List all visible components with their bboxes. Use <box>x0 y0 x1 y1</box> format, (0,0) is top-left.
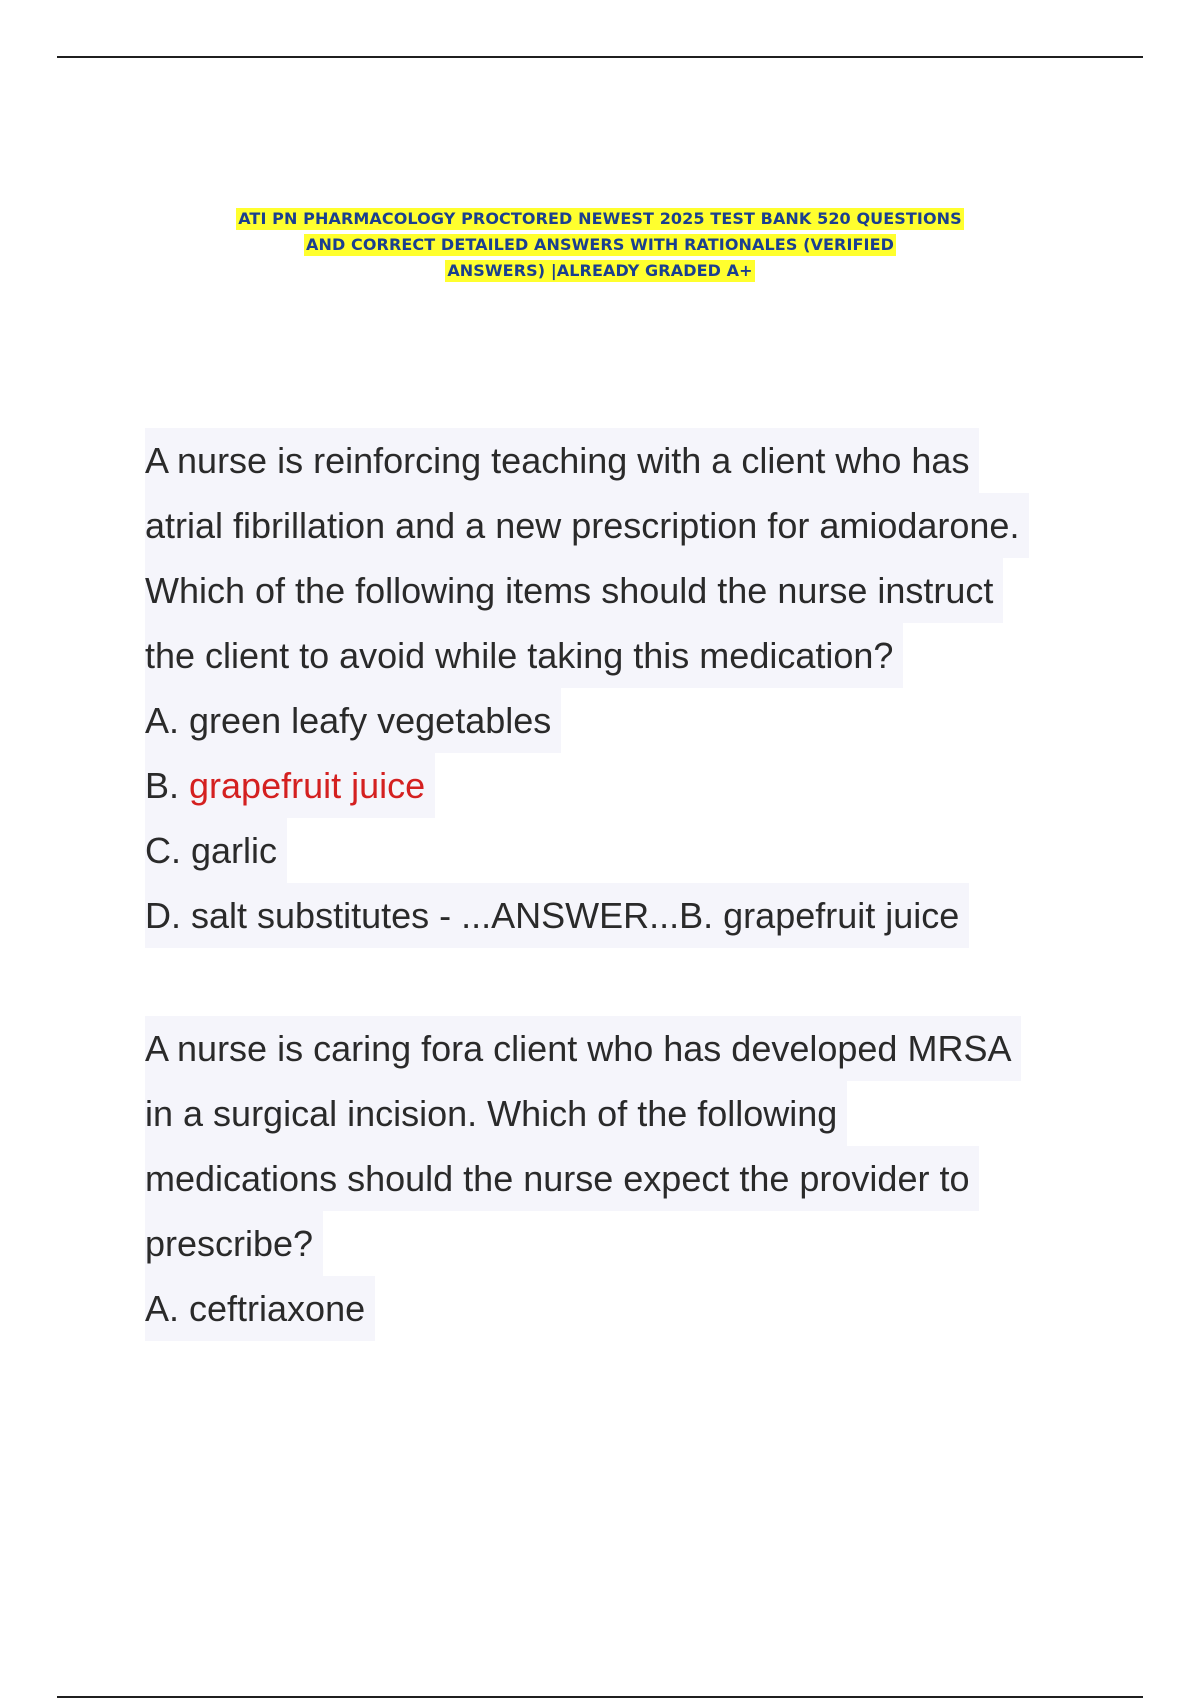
answer-option-b <box>145 753 435 818</box>
question-1 <box>145 428 1075 948</box>
option-prefix: A. <box>145 1288 190 1329</box>
title-line: AND CORRECT DETAILED ANSWERS WITH RATIONALES (VERIFIED <box>305 235 895 254</box>
question-2 <box>145 1016 1075 1341</box>
option-prefix: D. <box>145 895 192 936</box>
answer-option-a <box>145 1276 375 1341</box>
document-title <box>160 206 1040 284</box>
title-line: ANSWERS) |ALREADY GRADED A+ <box>447 261 753 280</box>
answer-option-a <box>145 688 561 753</box>
question-stem-line: atrial fibrillation and a new prescription for amiodarone. <box>145 493 1029 558</box>
top-rule <box>57 56 1143 58</box>
option-prefix: A. <box>145 700 190 741</box>
option-prefix: C. <box>145 830 192 871</box>
correct-option-text: grapefruit juice <box>189 765 426 806</box>
question-stem-line: A nurse is reinforcing teaching with a client who has <box>145 428 979 493</box>
answer-option-c <box>145 818 287 883</box>
question-stem-line: medications should the nurse expect the provider to <box>145 1146 979 1211</box>
question-stem-line: A nurse is caring fora client who has developed MRSA <box>145 1016 1021 1081</box>
question-stem-line: the client to avoid while taking this medication? <box>145 623 903 688</box>
option-text: garlic <box>191 830 278 871</box>
question-stem-line: Which of the following items should the nurse instruct <box>145 558 1003 623</box>
bottom-rule <box>57 1696 1143 1698</box>
option-text: green leafy vegetables <box>189 700 552 741</box>
title-line: ATI PN PHARMACOLOGY PROCTORED NEWEST 2025 TEST BANK 520 QUESTIONS <box>238 209 962 228</box>
option-prefix: B. <box>145 765 190 806</box>
answer-option-d <box>145 883 969 948</box>
question-stem-line: in a surgical incision. Which of the following <box>145 1081 847 1146</box>
question-stem-line: prescribe? <box>145 1211 323 1276</box>
option-text: salt substitutes - ...ANSWER...B. grapefruit juice <box>191 895 960 936</box>
option-text: ceftriaxone <box>189 1288 366 1329</box>
